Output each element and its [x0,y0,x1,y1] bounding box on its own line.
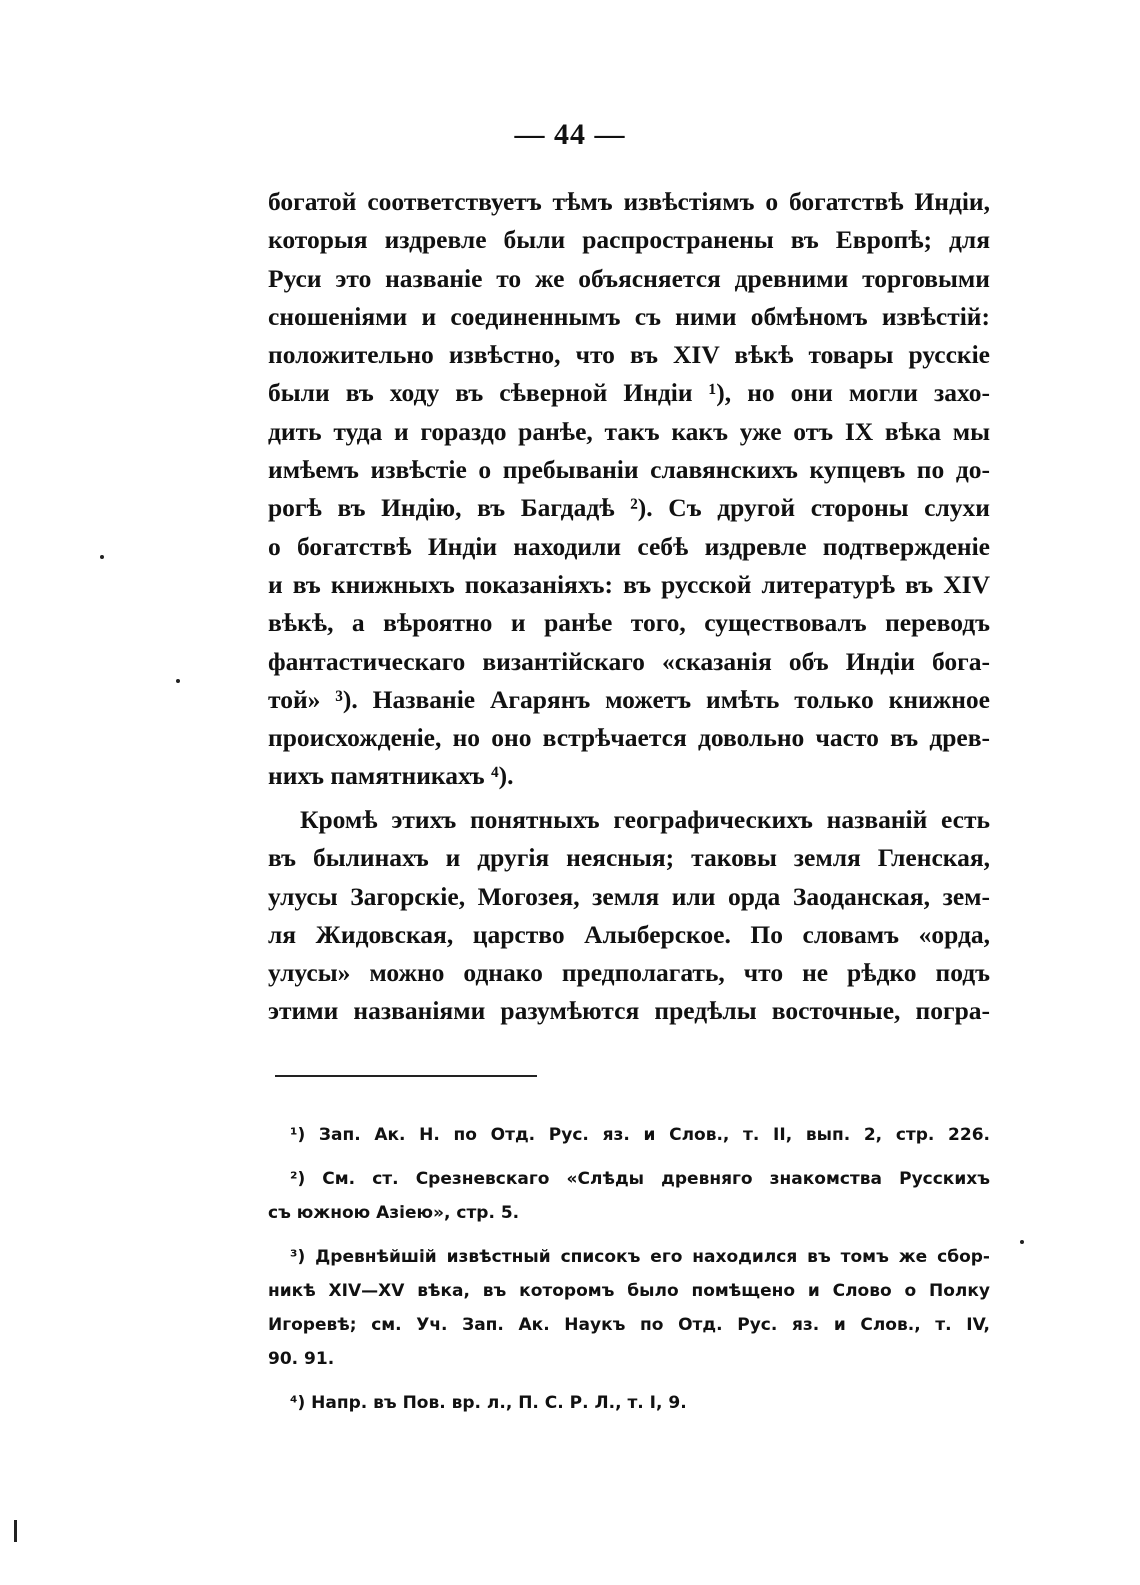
footnote-line: съ южною Азіею», стр. 5. [268,1203,520,1223]
speck [100,555,104,559]
text-line: этими названіями разумѣются предѣлы восточные, погра- [268,996,990,1026]
text-line: вѣкѣ, а вѣроятно и ранѣе того, существовалъ переводъ [268,608,990,638]
footnote-line: никѣ XIV—XV вѣка, въ которомъ было помѣщено и Слово о Полку [268,1281,990,1301]
text-line: которыя издревле были распространены въ Европѣ; для [268,225,990,255]
speck [1020,1240,1024,1244]
text-line: и въ книжныхъ показаніяхъ: въ русской литературѣ въ XIV [268,569,990,599]
page-number: — 44 — [514,118,626,151]
footnote-separator [275,1075,537,1077]
footnote-4 [268,1386,990,1420]
footnote-line: ³) Древнѣйшій извѣстный списокъ его находился въ томъ же сбор- [290,1247,990,1267]
footnote-line: Игоревѣ; см. Уч. Зап. Ак. Наукъ по Отд. Рус. яз. и Слов., т. IV, [268,1315,990,1335]
text-line: богатой соответствуетъ тѣмъ извѣстіямъ о богатствѣ Индіи, [268,187,990,216]
text-line: ля Жидовская, царство Алыберское. По словамъ «орда, [268,919,990,949]
paragraph-1 [268,183,990,796]
footnote-3 [268,1240,990,1376]
text-line: имѣемъ извѣстіе о пребываніи славянскихъ купцевъ по до- [268,455,990,485]
text-line: положительно извѣстно, что въ XIV вѣкѣ товары русскіе [268,340,990,370]
text-line: улусы» можно однако предполагать, что не рѣдко подъ [268,958,990,988]
text-line: рогѣ въ Индію, въ Багдадѣ ²). Съ другой стороны слухи [268,493,990,523]
text-line: той» ³). Названіе Агарянъ можетъ имѣть только книжное [268,684,990,714]
footnote-1 [268,1118,990,1152]
speck [176,679,180,683]
paragraph-2 [268,801,990,1031]
text-line: въ былинахъ и другія неясныя; таковы земля Гленская, [268,843,990,873]
footnote-line: ⁴) Напр. въ Пов. вр. л., П. С. Р. Л., т. I, 9. [290,1393,687,1413]
text-line: фантастическаго византійскаго «сказанія объ Индіи бога- [268,646,990,676]
text-line: Кромѣ этихъ понятныхъ географическихъ названій есть [300,805,990,834]
text-line: происхожденіе, но оно встрѣчается довольно часто въ древ- [268,723,990,753]
footnote-line: ¹) Зап. Ак. Н. по Отд. Рус. яз. и Слов., т. II, вып. 2, стр. 226. [290,1125,990,1145]
footnotes [268,1118,990,1430]
speck [14,1520,17,1542]
text-line: улусы Загорскіе, Могозея, земля или орда Заоданская, зем- [268,881,990,911]
text-line: дить туда и гораздо ранѣе, такъ какъ уже отъ IX вѣка мы [268,416,990,446]
text-line: о богатствѣ Индіи находили себѣ издревле подтвержденіе [268,531,990,561]
text-line: Руси это названіе то же объясняется древними торговыми [268,263,990,293]
footnote-line: ²) См. ст. Срезневскаго «Слѣды древняго знакомства Русскихъ [290,1169,990,1189]
text-line: сношеніями и соединеннымъ съ ними обмѣномъ извѣстій: [268,301,990,331]
text-line: были въ ходу въ сѣверной Индіи ¹), но они могли захо- [268,378,990,408]
text-line: нихъ памятникахъ ⁴). [268,761,514,791]
footnote-line: 90. 91. [268,1349,335,1369]
footnote-2 [268,1162,990,1230]
